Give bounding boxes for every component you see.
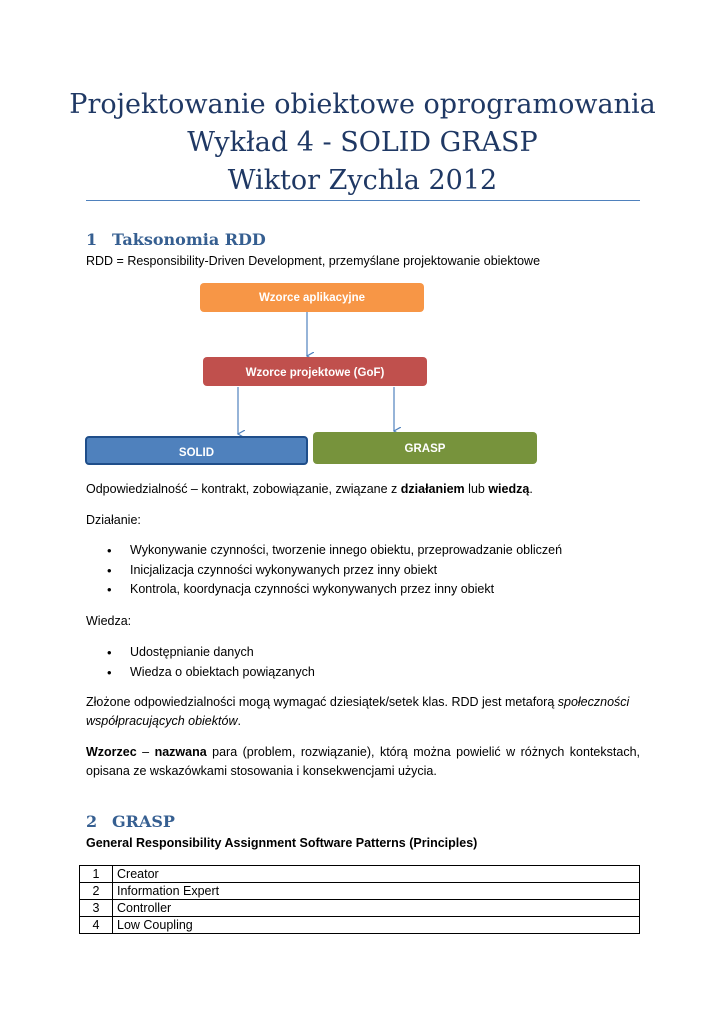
- complex-period: .: [237, 714, 241, 728]
- knowledge-list: [86, 643, 640, 682]
- complex-responsibilities: [86, 693, 640, 731]
- diagram-box-solid: SOLID: [85, 436, 308, 465]
- table-row: [80, 866, 640, 883]
- action-list: [86, 541, 640, 600]
- title-line-1: Projektowanie obiektowe oprogramowania: [69, 89, 656, 120]
- table-row: [80, 917, 640, 934]
- section-1-number: 1: [86, 230, 98, 249]
- list-item: • Wykonywanie czynności, tworzenie innego obiektu, przeprowadzanie obliczeń: [86, 541, 640, 561]
- pattern-bold-named: nazwana: [154, 745, 207, 759]
- complex-italic: społeczności współpracujących obiektów: [86, 695, 630, 728]
- table-row: [80, 883, 640, 900]
- diagram-box-grasp: GRASP: [313, 432, 537, 464]
- title-line-3: Wiktor Zychla 2012: [227, 165, 498, 196]
- table-cell-name: Low Coupling: [113, 917, 640, 934]
- document-title: [0, 86, 725, 200]
- responsibility-connector: lub: [464, 482, 489, 496]
- pattern-bold-term: Wzorzec: [86, 745, 137, 759]
- diagram-box-design-patterns: Wzorce projektowe (GoF): [203, 357, 427, 386]
- title-line-2: Wykład 4 - SOLID GRASP: [187, 127, 538, 158]
- table-cell-number: 4: [80, 917, 113, 934]
- section-1-title: Taksonomia RDD: [112, 230, 266, 249]
- list-item: • Kontrola, koordynacja czynności wykonywanych przez inny obiekt: [86, 580, 640, 600]
- responsibility-bold-knowledge: wiedzą: [488, 482, 530, 496]
- complex-text: Złożone odpowiedzialności mogą wymagać dziesiątek/setek klas. RDD jest metaforą: [86, 695, 558, 709]
- grasp-subtitle: General Responsibility Assignment Software Patterns (Principles): [86, 836, 478, 850]
- section-2-heading: [86, 812, 175, 831]
- rdd-definition: RDD = Responsibility-Driven Development, przemyślane projektowanie obiektowe: [86, 254, 541, 268]
- title-rule: [86, 200, 640, 201]
- responsibility-bold-action: działaniem: [400, 482, 465, 496]
- grasp-table: [79, 865, 640, 934]
- table-cell-name: Creator: [113, 866, 640, 883]
- list-item: • Wiedza o obiektach powiązanych: [86, 663, 640, 683]
- pattern-definition: [86, 743, 640, 781]
- section-1-heading: [86, 230, 266, 249]
- table-cell-number: 3: [80, 900, 113, 917]
- action-label: Działanie:: [86, 513, 141, 527]
- responsibility-definition: [86, 480, 640, 499]
- table-cell-number: 2: [80, 883, 113, 900]
- table-cell-name: Information Expert: [113, 883, 640, 900]
- table-cell-name: Controller: [113, 900, 640, 917]
- pattern-text: para (problem, rozwiązanie), którą można powielić w różnych kontekstach, opisana ze wskazówkami stosowania i konsekwencjami użycia.: [86, 745, 640, 778]
- section-2-title: GRASP: [112, 812, 175, 831]
- table-row: [80, 900, 640, 917]
- table-cell-number: 1: [80, 866, 113, 883]
- responsibility-period: .: [529, 482, 533, 496]
- knowledge-label: Wiedza:: [86, 614, 132, 628]
- responsibility-text: Odpowiedzialność – kontrakt, zobowiązanie, związane z: [86, 482, 401, 496]
- pattern-dash: –: [136, 745, 155, 759]
- list-item: • Inicjalizacja czynności wykonywanych przez inny obiekt: [86, 561, 640, 581]
- list-item: • Udostępnianie danych: [86, 643, 640, 663]
- diagram-box-application-patterns: Wzorce aplikacyjne: [200, 283, 424, 312]
- section-2-number: 2: [86, 812, 98, 831]
